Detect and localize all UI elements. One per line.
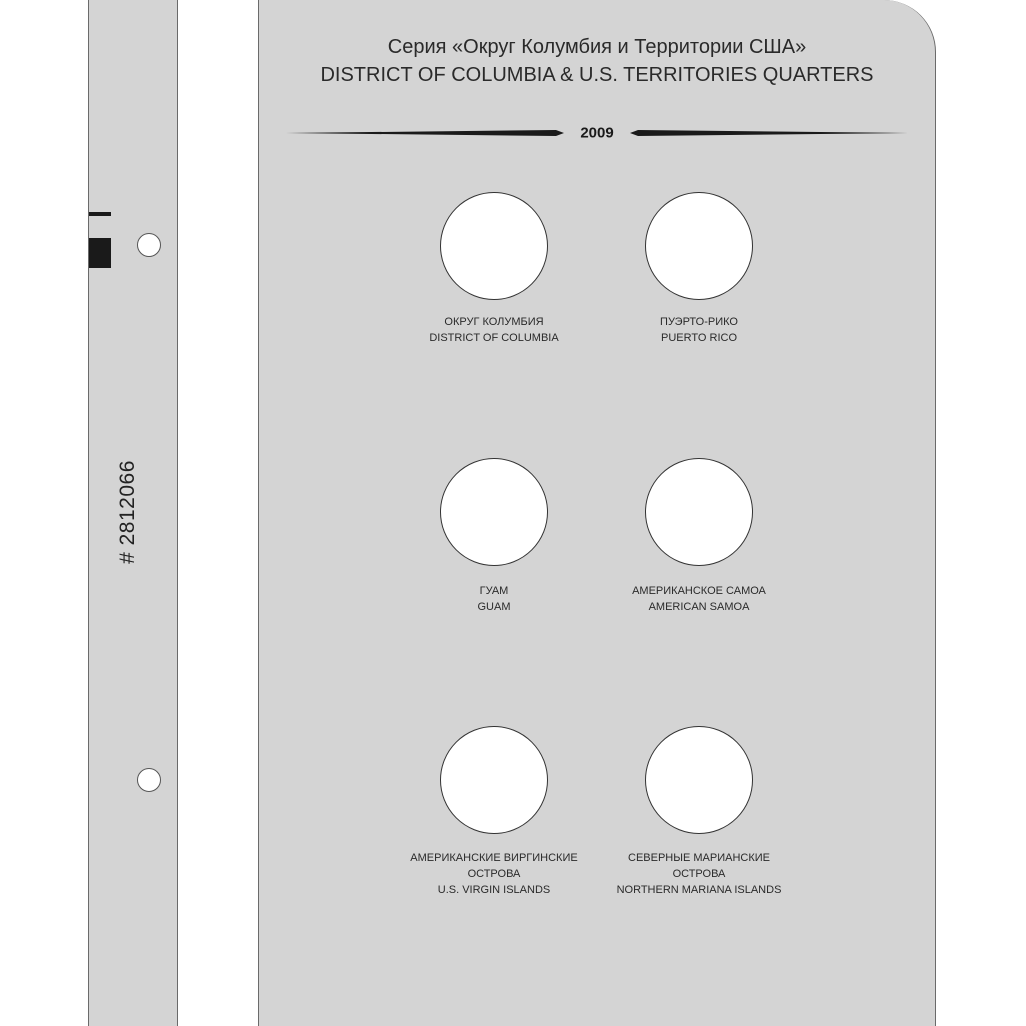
binder-hole-top (137, 233, 161, 257)
coin-slot-guam[interactable] (440, 458, 548, 566)
caption-district-of-columbia: ОКРУГ КОЛУМБИЯ DISTRICT OF COLUMBIA (429, 316, 559, 344)
registration-mark-block (89, 238, 111, 268)
coin-slot-american-samoa[interactable] (645, 458, 753, 566)
binder-hole-bottom (137, 768, 161, 792)
coin-slot-puerto-rico[interactable] (645, 192, 753, 300)
caption-northern-mariana-islands: СЕВЕРНЫЕ МАРИАНСКИЕ ОСТРОВА NORTHERN MARIANA ISLANDS (616, 852, 782, 896)
coin-slot-district-of-columbia[interactable] (440, 192, 548, 300)
year-label: 2009 (576, 125, 617, 142)
title-russian: Серия «Округ Колумбия и Территории США» (387, 36, 807, 58)
registration-mark-line (89, 212, 111, 216)
title-english: DISTRICT OF COLUMBIA & U.S. TERRITORIES QUARTERS (320, 64, 874, 86)
caption-us-virgin-islands: АМЕРИКАНСКИЕ ВИРГИНСКИЕ ОСТРОВА U.S. VIRGIN ISLANDS (410, 852, 578, 896)
coin-slot-northern-mariana-islands[interactable] (645, 726, 753, 834)
caption-guam: ГУАМ GUAM (477, 585, 511, 613)
caption-american-samoa: АМЕРИКАНСКОЕ САМОА AMERICAN SAMOA (632, 585, 766, 613)
catalog-number: # 2812066 (116, 460, 139, 564)
coin-slot-us-virgin-islands[interactable] (440, 726, 548, 834)
caption-puerto-rico: ПУЭРТО-РИКО PUERTO RICO (660, 316, 738, 344)
